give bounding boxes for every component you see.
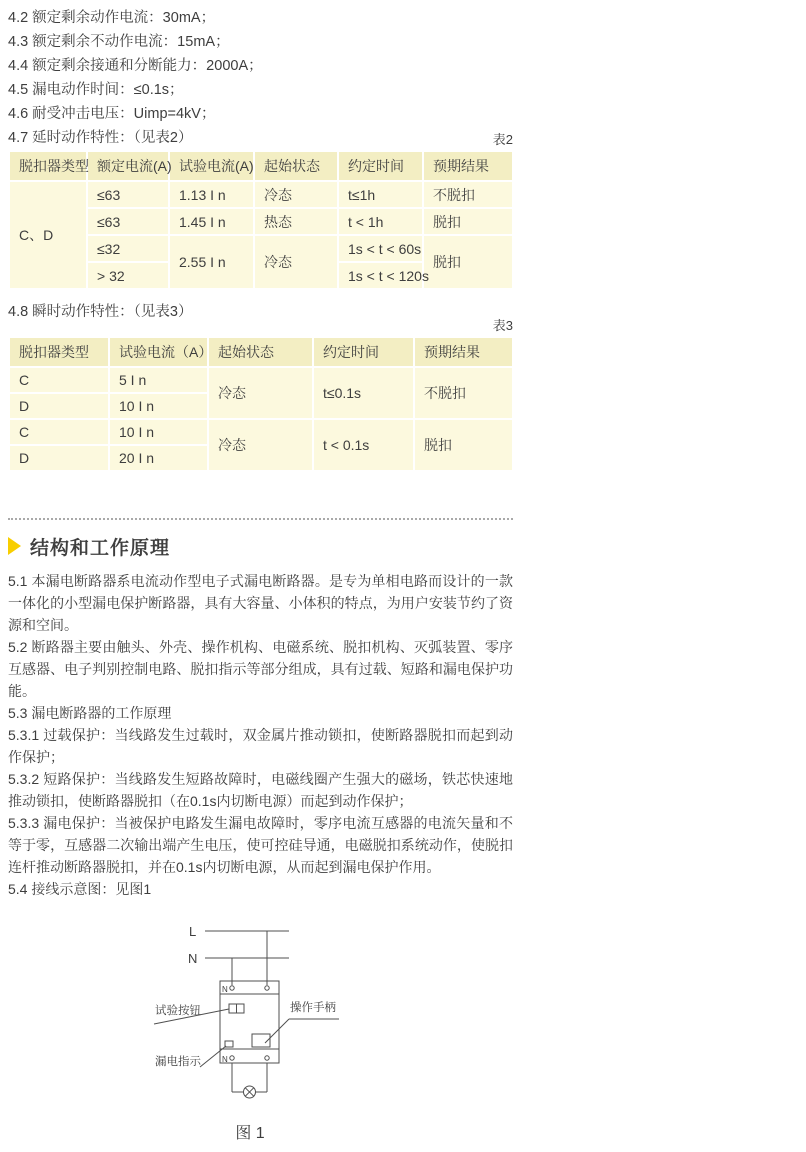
table3-cell: 10 I n [109,419,208,445]
paragraph-5-2: 5.2 断路器主要由触头、外壳、操作机构、电磁系统、脱扣机构、灭弧装置、零序互感器、电子判别控制电路、脱扣指示等部分组成，具有过载、短路和漏电保护功能。 [8,639,513,699]
table3-header-row [9,337,513,367]
spec-item-4-3: 4.3 额定剩余不动作电流：15mA； [8,34,230,50]
table2-cell: t≤1h [338,181,423,208]
dotted-divider [8,518,513,520]
spec-list [8,6,513,150]
table3-cell: 冷态 [208,419,313,471]
leakage-indicator-shape [225,1041,233,1047]
section-header [8,533,513,559]
table2-caption: 表2 [492,132,513,147]
terminal-top-right [265,986,269,990]
section-paragraphs [8,570,513,900]
table2-delay-characteristics [8,150,514,290]
content-column [0,0,513,900]
label-terminal-n-top: N [222,985,228,994]
table2-cell: 脱扣 [423,208,513,235]
spec-item-4-6: 4.6 耐受冲击电压：Uimp=4kV； [8,106,216,122]
table3-cell: 冷态 [208,367,313,419]
table2-header-cell: 预期结果 [423,151,513,181]
table2-cell: 不脱扣 [423,181,513,208]
spec-item-4-7: 4.7 延时动作特性：（见表2） [8,130,193,146]
paragraph-5-3: 5.3 漏电断路器的工作原理 [8,705,172,721]
table3-row [9,419,513,445]
table2-cell: 1.13 I n [169,181,254,208]
label-test-button: 试验按钮 [155,1005,201,1017]
terminal-bottom-left [230,1056,234,1060]
table3-row [9,367,513,393]
table3-cell: D [9,393,109,419]
table3-caption: 表3 [492,318,513,333]
table2-cell: 冷态 [254,235,338,289]
table2-header-cell: 试验电流(A) [169,151,254,181]
label-N: N [188,951,198,966]
table3-header-cell: 脱扣器类型 [9,337,109,367]
paragraph-5-3-2: 5.3.2 短路保护：当线路发生短路故障时，电磁线圈产生强大的磁场，铁芯快速地推动锁扣，使断路器脱扣（在0.1s内切断电源）而起到动作保护； [8,771,513,809]
table3-header-cell: 预期结果 [414,337,513,367]
spec-item-4-2: 4.2 额定剩余动作电流：30mA； [8,10,216,26]
table2-cell: 2.55 I n [169,235,254,289]
terminal-bottom-right [265,1056,269,1060]
table2-header-cell: 脱扣器类型 [9,151,87,181]
table2-header-cell: 约定时间 [338,151,423,181]
table2-cell: ≤32 [87,235,169,262]
table2-cell: t < 1h [338,208,423,235]
table2-header-cell: 额定电流(A) [87,151,169,181]
spec-item-4-5: 4.5 漏电动作时间：≤0.1s； [8,82,184,98]
label-L: L [189,924,197,939]
table3-header-cell: 起始状态 [208,337,313,367]
table2-cell: ≤63 [87,181,169,208]
label-terminal-n-bottom: N [222,1055,228,1064]
wiring-diagram-svg [122,919,352,1147]
paragraph-5-1: 5.1 本漏电断路器系电流动作型电子式漏电断路器。是专为单相电路而设计的一款一体化的小型漏电保护断路器，具有大容量、小体积的特点，为用户安装节约了资源和空间。 [8,573,513,633]
table3-cell: D [9,445,109,471]
table3-cell: C [9,419,109,445]
heading-4-8: 4.8 瞬时动作特性：（见表3） [8,304,193,320]
table2-cell: 冷态 [254,181,338,208]
table3-instant-characteristics [8,336,514,472]
spec-item-4-4: 4.4 额定剩余接通和分断能力：2000A； [8,58,263,74]
table2-cell: > 32 [87,262,169,289]
table3-cell: 5 I n [109,367,208,393]
table2-cell: 1s < t < 120s [338,262,423,289]
table3-cell: t < 0.1s [313,419,414,471]
table3-cell: 10 I n [109,393,208,419]
paragraph-5-3-1: 5.3.1 过载保护：当线路发生过载时，双金属片推动锁扣，使断路器脱扣而起到动作保护； [8,727,513,765]
table3-header-cell: 试验电流（A） [109,337,208,367]
wiring-diagram [122,919,352,1147]
leader-handle-slant [265,1019,289,1043]
paragraph-5-4: 5.4 接线示意图：见图1 [8,881,152,897]
table3-cell: t≤0.1s [313,367,414,419]
table2-cell-trip-type: C、D [9,181,87,289]
table2-cell: ≤63 [87,208,169,235]
section-title: 结构和工作原理 [30,537,171,559]
figure-caption: 图 1 [235,1125,265,1142]
terminal-top-left [230,986,234,990]
table3-cell: 20 I n [109,445,208,471]
label-leakage-indicator: 漏电指示 [155,1056,201,1068]
table2-header-row [9,151,513,181]
table3-cell: 不脱扣 [414,367,513,419]
section-arrow-icon [8,537,21,555]
table3-cell: C [9,367,109,393]
table3-cell: 脱扣 [414,419,513,471]
label-operating-handle: 操作手柄 [290,1002,336,1014]
table3-header-cell: 约定时间 [313,337,414,367]
table2-cell: 热态 [254,208,338,235]
table2-cell: 1.45 I n [169,208,254,235]
table2-cell: 脱扣 [423,235,513,289]
breaker-body [220,981,279,1063]
table2-cell: 1s < t < 60s [338,235,423,262]
table2-row [9,181,513,208]
table2-header-cell: 起始状态 [254,151,338,181]
paragraph-5-3-3: 5.3.3 漏电保护：当被保护电路发生漏电故障时，零序电流互感器的电流矢量和不等于零，互感器二次输出端产生电压，使可控硅导通，电磁脱扣系统动作，使脱扣连杆推动断路器脱扣，并在0.1s内切断电源，从而起到漏电保护作用。 [8,815,513,875]
